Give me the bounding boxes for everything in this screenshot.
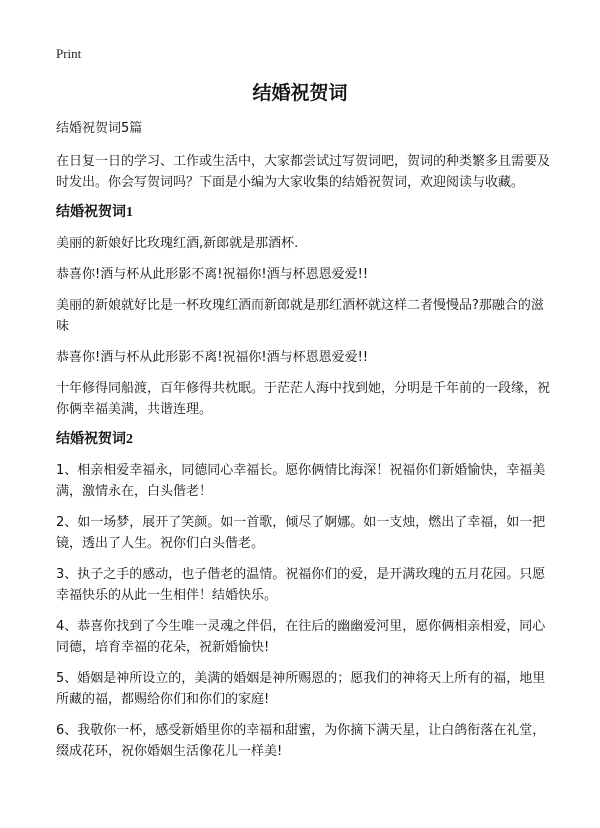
section-paragraph: 4、恭喜你找到了今生唯一灵魂之伴侣，在往后的幽幽爱河里，愿你俩相亲相爱，同心同德，培育幸福的花朵，祝新婚愉快! (56, 619, 546, 655)
section-paragraph: 5、婚姻是神所设立的，美满的婚姻是神所赐恩的；愿我们的神将天上所有的福，地里所藏的福，都赐给你们和你们的家庭! (56, 671, 546, 707)
page-title: 结婚祝贺词 (252, 82, 348, 104)
section-paragraph: 美丽的新娘好比玫瑰红酒,新郎就是那酒杯. (56, 236, 299, 251)
document-body (56, 118, 556, 772)
section-paragraph: 2、如一场梦，展开了笑颜。如一首歌，倾尽了婀娜。如一支烛，燃出了幸福，如一把镜，透出了人生。祝你们白头偕老。 (56, 515, 546, 551)
intro-paragraph: 在日复一日的学习、工作或生活中，大家都尝试过写贺词吧，贺词的种类繁多且需要及时发出。你会写贺词吗？下面是小编为大家收集的结婚祝贺词，欢迎阅读与收藏。 (56, 154, 551, 190)
section-heading: 结婚祝贺词2 (56, 432, 133, 447)
section-paragraph: 美丽的新娘就好比是一杯玫瑰红酒而新郎就是那红酒杯就这样二者慢慢品?那融合的滋味 (56, 298, 544, 334)
section-paragraph: 3、执子之手的感动，也子偕老的温情。祝福你们的爱，是开满玫瑰的五月花园。只愿幸福快乐的从此一生相伴！结婚快乐。 (56, 567, 546, 603)
section-paragraph: 恭喜你!酒与杯从此形影不离!祝福你!酒与杯恩恩爱爱!! (56, 350, 369, 365)
section-paragraph: 6、我敬你一杯，感受新婚里你的幸福和甜蜜，为你摘下满天星，让白鸽衔落在礼堂，缀成花环，祝你婚姻生活像花儿一样美! (56, 723, 546, 759)
section-2 (56, 430, 556, 762)
section-heading: 结婚祝贺词1 (56, 205, 133, 220)
print-link[interactable]: Print (56, 46, 82, 61)
section-paragraph: 1、相亲相爱幸福永，同德同心幸福长。愿你俩情比海深！祝福你们新婚愉快，幸福美满，激情永在，白头偕老！ (56, 463, 546, 499)
section-paragraph: 十年修得同船渡，百年修得共枕眠。于茫茫人海中找到她，分明是千年前的一段缘，祝你俩幸福美满，共谐连理。 (56, 381, 551, 417)
section-paragraph: 恭喜你!酒与杯从此形影不离!祝福你!酒与杯恩恩爱爱!! (56, 267, 369, 282)
section-1 (56, 203, 556, 420)
document-subtitle: 结婚祝贺词5篇 (56, 121, 143, 136)
